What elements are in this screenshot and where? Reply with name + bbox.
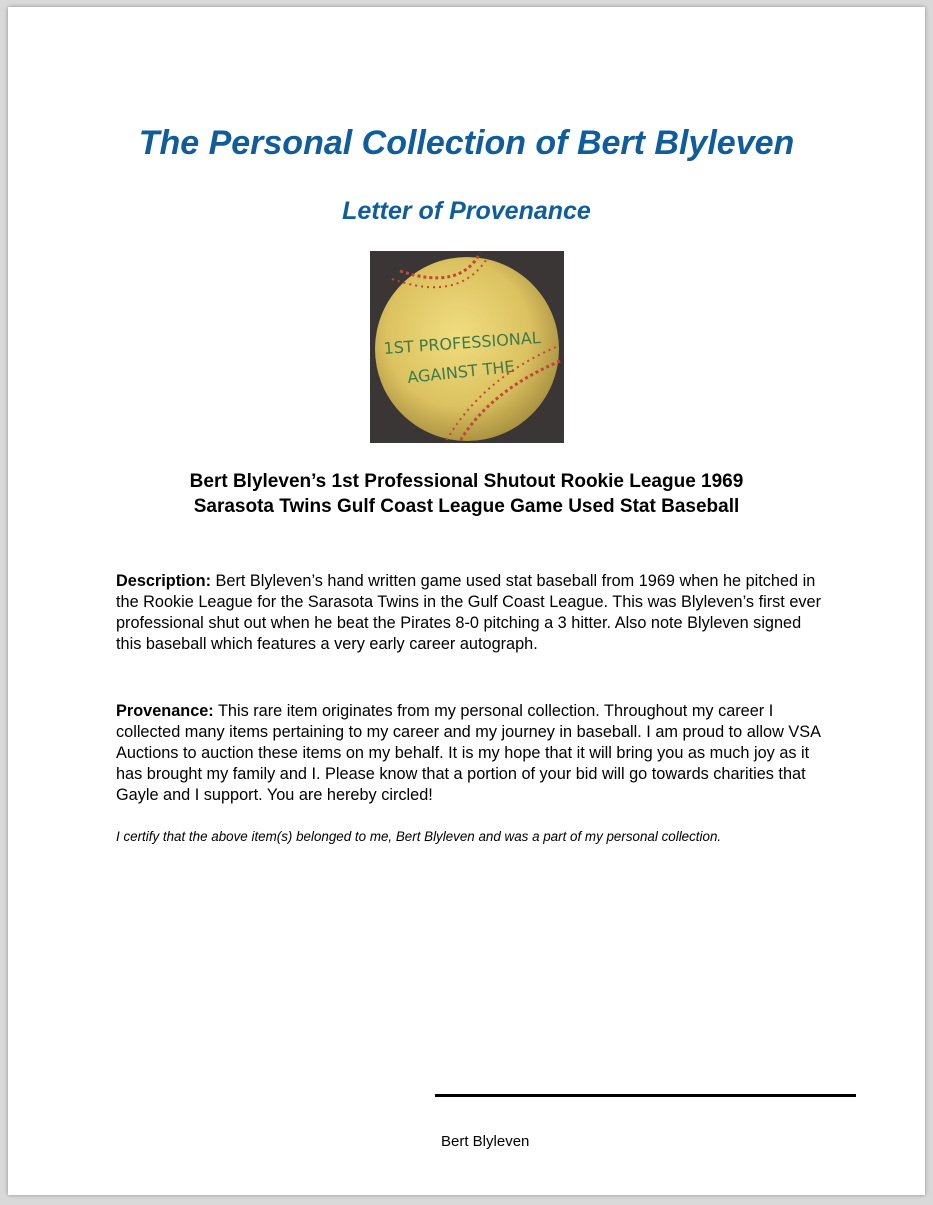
page-subtitle: Letter of Provenance	[342, 197, 591, 225]
provenance-paragraph	[116, 701, 828, 806]
baseball-photo	[370, 251, 564, 443]
description-text: Bert Blyleven’s hand written game used stat baseball from 1969 when he pitched in the Rookie League for the Sarasota Twins in the Gulf Coast League. This was Blyleven’s first ever professional shut out when he beat the Pirates 8-0 pitching a 3 hitter. Also note Blyleven signed this baseball which features a very early career autograph.	[116, 572, 822, 653]
item-title-line-1: Bert Blyleven’s 1st Professional Shutout Rookie League 1969	[189, 471, 744, 492]
description-paragraph	[116, 571, 828, 655]
item-title-line-2: Sarasota Twins Gulf Coast League Game Used Stat Baseball	[193, 496, 740, 517]
description-label: Description:	[116, 572, 211, 590]
document-page	[8, 7, 925, 1195]
provenance-label: Provenance:	[116, 702, 214, 720]
inscription-line-2: AGAINST THE	[406, 356, 516, 387]
item-title	[8, 469, 925, 519]
signature-line	[435, 1094, 856, 1097]
page-title: The Personal Collection of Bert Blyleven	[138, 124, 795, 162]
certification-statement: I certify that the above item(s) belonged to me, Bert Blyleven and was a part of my personal collection.	[116, 829, 722, 844]
provenance-text: This rare item originates from my personal collection. Throughout my career I collected many items pertaining to my career and my journey in baseball. I am proud to allow VSA Auctions to auction these items on my behalf. It is my hope that it will bring you as much joy as it has brought my family and I. Please know that a portion of your bid will go towards charities that Gayle and I support. You are hereby circled!	[116, 702, 821, 804]
inscription-line-1: 1ST PROFESSIONAL	[382, 328, 542, 358]
baseball-image	[370, 251, 564, 443]
signature-name: Bert Blyleven	[441, 1133, 530, 1150]
